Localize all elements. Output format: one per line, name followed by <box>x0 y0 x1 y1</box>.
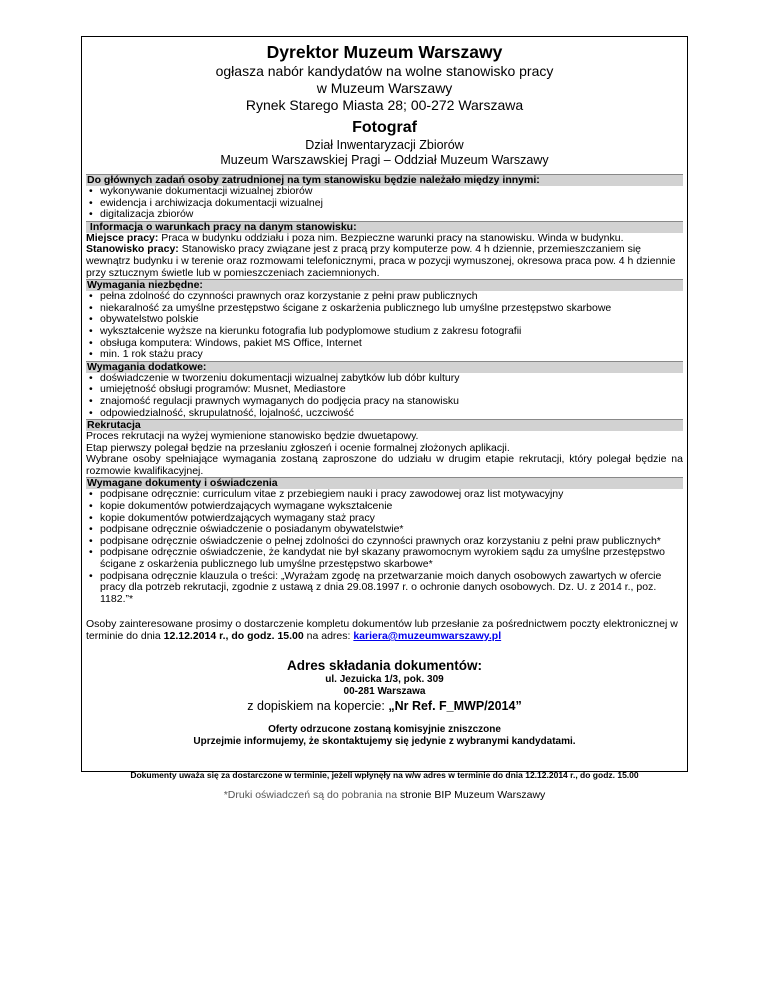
address-city: 00-281 Warszawa <box>343 685 426 697</box>
list-item: • obsługa komputera: Windows, pakiet MS Office, Internet <box>100 338 683 350</box>
address-heading: Adres składania dokumentów: <box>286 657 483 673</box>
recruitment-line-1: Proces rekrutacji na wyżej wymienione stanowisko będzie dwuetapowy. <box>86 430 419 443</box>
workplace-label: Miejsce pracy: <box>86 231 159 244</box>
list-item: • kopie dokumentów potwierdzających wymagane wykształcenie <box>100 501 683 513</box>
additional-list <box>86 373 683 419</box>
section-heading-documents: Wymagane dokumenty i oświadczenia <box>86 477 683 489</box>
position-title: Fotograf <box>352 119 417 136</box>
list-item: • obywatelstwo polskie <box>100 314 683 326</box>
list-item: • wykonywanie dokumentacji wizualnej zbiorów <box>100 186 683 198</box>
branch: Muzeum Warszawskiej Pragi – Oddział Muzeum Warszawy <box>220 153 549 167</box>
list-item: • digitalizacja zbiorów <box>100 209 683 221</box>
list-item: • podpisane odręcznie: curriculum vitae z przebiegiem nauki i pracy zawodowej oraz list motywacyjny <box>100 489 683 501</box>
employer-address: Rynek Starego Miasta 28; 00-272 Warszawa <box>245 97 524 113</box>
section-heading-tasks: Do głównych zadań osoby zatrudnionej na tym stanowisku będzie należało między innymi: <box>86 174 683 186</box>
footer-text: *Druki oświadczeń są do pobrania na <box>223 788 400 801</box>
footer-note <box>86 789 683 802</box>
section-heading-required: Wymagania niezbędne: <box>86 279 683 291</box>
submission-text-2: na adres: <box>303 630 354 642</box>
rejected-offers-note: Oferty odrzucone zostaną komisyjnie zniszczone <box>268 723 501 735</box>
list-item: • kopie dokumentów potwierdzających wymagany staż pracy <box>100 513 683 525</box>
submission-paragraph <box>86 619 683 642</box>
reference-prefix: z dopiskiem na kopercie: <box>247 698 389 713</box>
contact-note: Uprzejmie informujemy, że skontaktujemy się jedynie z wybranymi kandydatami. <box>193 735 576 747</box>
list-item: • podpisana odręcznie klauzula o treści: „Wyrażam zgodę na przetwarzanie moich danych osobowych zawartych w ofercie pracy dla potrzeb rekrutacji, zgodnie z ustawą z dnia 29.08.1997 r. o ochronie danych osobowych. Dz. U. z 2014 r., poz. 1182.”* <box>100 571 683 606</box>
employer-title: Dyrektor Muzeum Warszawy <box>266 42 503 62</box>
post-paragraph <box>86 244 683 279</box>
list-item: • odpowiedzialność, skrupulatność, lojalność, uczciwość <box>100 408 683 420</box>
announcement-line-1: ogłasza nabór kandydatów na wolne stanowisko pracy <box>215 63 554 79</box>
submission-text-1: Osoby zainteresowane prosimy o dostarczenie kompletu dokumentów lub przesłanie za pośrednictwem poczty elektronicznej w terminie do dnia <box>86 618 678 642</box>
department: Dział Inwentaryzacji Zbiorów <box>305 138 464 152</box>
list-item: • podpisane odręcznie oświadczenie o posiadanym obywatelstwie* <box>100 524 683 536</box>
submission-deadline: 12.12.2014 r., do godz. 15.00 <box>163 630 304 642</box>
job-announcement <box>86 42 683 802</box>
list-item: • pełna zdolność do czynności prawnych oraz korzystanie z pełni praw publicznych <box>100 291 683 303</box>
post-text: Stanowisko pracy związane jest z pracą przy komputerze pow. 4 h dziennie, przemieszczaniem się wewnątrz budynku i w terenie oraz rozmowami telefonicznymi, praca w pozycji wymuszonej, okresowa praca pow. 4 h dziennie przy sztucznym świetle lub w pomieszczeniach zaciemnionych. <box>86 243 676 279</box>
list-item: • doświadczenie w tworzeniu dokumentacji wizualnej zabytków lub dóbr kultury <box>100 373 683 385</box>
conditions-heading-text: Informacja o warunkach pracy na danym stanowisku: <box>89 220 357 233</box>
section-heading-additional: Wymagania dodatkowe: <box>86 361 683 373</box>
announcement-line-2: w Muzeum Warszawy <box>316 80 453 96</box>
list-item: • wykształcenie wyższe na kierunku fotografia lub podyplomowe studium z zakresu fotografii <box>100 326 683 338</box>
workplace-text: Praca w budynku oddziału i poza nim. Bezpieczne warunki pracy na stanowisku. Winda w budynku. <box>158 231 624 244</box>
list-item: • podpisane odręcznie oświadczenie, że kandydat nie był skazany prawomocnym wyrokiem sądu za umyślne przestępstwo ścigane z oskarżenia publicznego lub umyślne przestępstwo skarbowe* <box>100 547 683 570</box>
address-street: ul. Jezuicka 1/3, pok. 309 <box>325 673 444 685</box>
list-item: • znajomość regulacji prawnych wymaganych do podjęcia pracy na stanowisku <box>100 396 683 408</box>
recruitment-line-2: Etap pierwszy polegał będzie na przesłaniu zgłoszeń i ocenie formalnej złożonych aplikacji. <box>86 441 510 454</box>
post-label: Stanowisko pracy: <box>86 243 179 256</box>
list-item: • niekaralność za umyślne przestępstwo ścigane z oskarżenia publicznego lub umyślne przestępstwo skarbowe <box>100 303 683 315</box>
required-list <box>86 291 683 361</box>
recruitment-line-3: Wybrane osoby spełniające wymagania zostaną zaproszone do udziału w drugim etapie rekrutacji, który polegał będzie na rozmowie kwalifikacyjnej. <box>86 453 683 477</box>
reference-code: „Nr Ref. F_MWP/2014” <box>388 698 522 713</box>
section-heading-recruitment: Rekrutacja <box>86 419 683 431</box>
list-item: • min. 1 rok stażu pracy <box>100 349 683 361</box>
reference-line <box>86 698 683 714</box>
list-item: • umiejętność obsługi programów: Musnet, Mediastore <box>100 384 683 396</box>
bip-link[interactable]: stronie BIP Muzeum Warszawy <box>399 788 546 801</box>
documents-list <box>86 489 683 605</box>
list-item: • ewidencja i archiwizacja dokumentacji wizualnej <box>100 198 683 210</box>
list-item: • podpisane odręcznie oświadczenie o pełnej zdolności do czynności prawnych oraz korzystaniu z pełni praw publicznych* <box>100 536 683 548</box>
deadline-note: Dokumenty uważa się za dostarczone w terminie, jeżeli wpłynęły na w/w adres w terminie do dnia 12.12.2014 r., do godz. 15.00 <box>130 769 639 780</box>
email-link[interactable]: kariera@muzeumwarszawy.pl <box>353 630 502 642</box>
tasks-list <box>86 186 683 221</box>
